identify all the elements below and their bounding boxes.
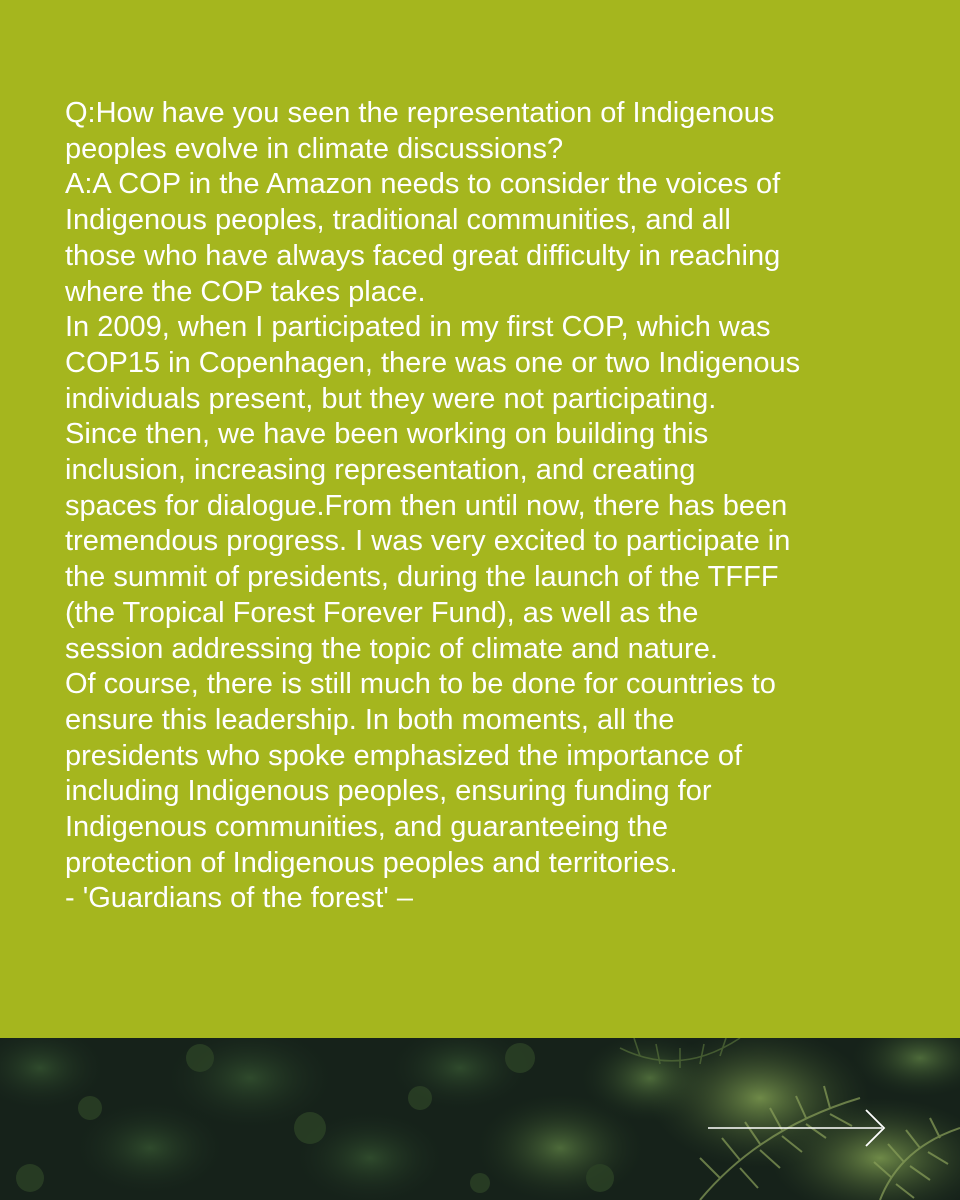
text-line: inclusion, increasing representation, and creating: [65, 454, 696, 487]
text-line: session addressing the topic of climate and nature.: [65, 632, 718, 665]
text-line: COP15 in Copenhagen, there was one or two Indigenous: [65, 346, 801, 379]
text-line: individuals present, but they were not participating.: [65, 382, 717, 415]
text-line: peoples evolve in climate discussions?: [65, 132, 564, 165]
text-line: presidents who spoke emphasized the importance of: [65, 739, 743, 772]
text-line: ensure this leadership. In both moments, all the: [65, 703, 675, 736]
text-line: - 'Guardians of the forest' –: [65, 882, 413, 915]
text-line: Since then, we have been working on building this: [65, 418, 709, 451]
text-line: those who have always faced great difficulty in reaching: [65, 239, 781, 272]
text-line: Indigenous peoples, traditional communities, and all: [65, 204, 731, 237]
next-arrow-button[interactable]: [706, 1107, 888, 1149]
interview-text: [65, 96, 915, 917]
text-line: Q:How have you seen the representation of Indigenous: [65, 97, 775, 129]
text-line: spaces for dialogue.From then until now, there has been: [65, 489, 788, 522]
text-line: Indigenous communities, and guaranteeing the: [65, 811, 668, 844]
text-line: protection of Indigenous peoples and territories.: [65, 846, 678, 879]
text-line: In 2009, when I participated in my first COP, which was: [65, 311, 771, 344]
text-line: where the COP takes place.: [65, 275, 426, 308]
text-line: tremendous progress. I was very excited to participate in: [65, 525, 791, 558]
text-line: (the Tropical Forest Forever Fund), as well as the: [65, 596, 699, 629]
text-line: Of course, there is still much to be done for countries to: [65, 668, 776, 701]
text-line: A:A COP in the Amazon needs to consider the voices of: [65, 168, 781, 201]
text-line: the summit of presidents, during the launch of the TFFF: [65, 561, 779, 594]
long-right-arrow-icon: [706, 1107, 888, 1149]
text-line: including Indigenous peoples, ensuring funding for: [65, 775, 712, 808]
